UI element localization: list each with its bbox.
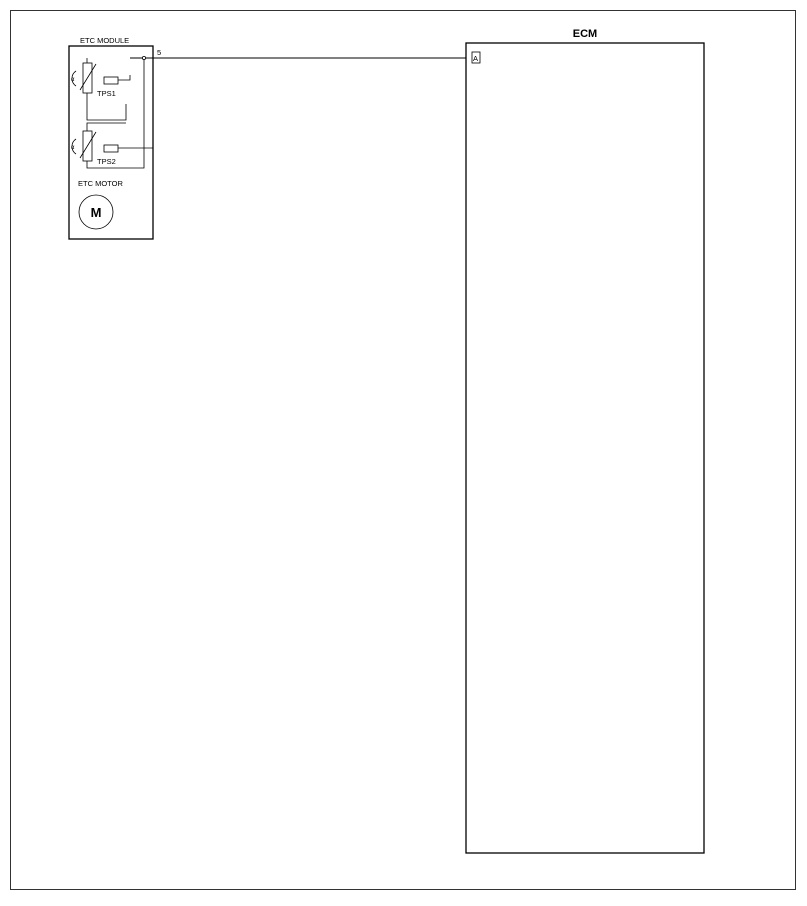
etc-module-label: ETC MODULE bbox=[80, 36, 130, 45]
tps1-sensor bbox=[71, 58, 130, 120]
splice-point bbox=[142, 56, 145, 59]
tps1-label: TPS1 bbox=[97, 89, 116, 98]
etc-module-box bbox=[69, 46, 153, 239]
motor-symbol: M bbox=[90, 205, 102, 220]
tps2-label: TPS2 bbox=[97, 157, 116, 166]
ecm-terminal bbox=[472, 52, 480, 63]
svg-text:α: α bbox=[71, 77, 75, 83]
connector-letter: A bbox=[473, 54, 479, 63]
ecm-title: ECM bbox=[572, 28, 598, 40]
page-frame bbox=[11, 11, 796, 890]
ecm-box bbox=[466, 43, 704, 853]
etc-motor-label: ETC MOTOR bbox=[78, 179, 123, 188]
svg-text:α: α bbox=[71, 145, 75, 151]
pin-number: 5 bbox=[157, 48, 162, 57]
etc-motor bbox=[79, 195, 113, 229]
